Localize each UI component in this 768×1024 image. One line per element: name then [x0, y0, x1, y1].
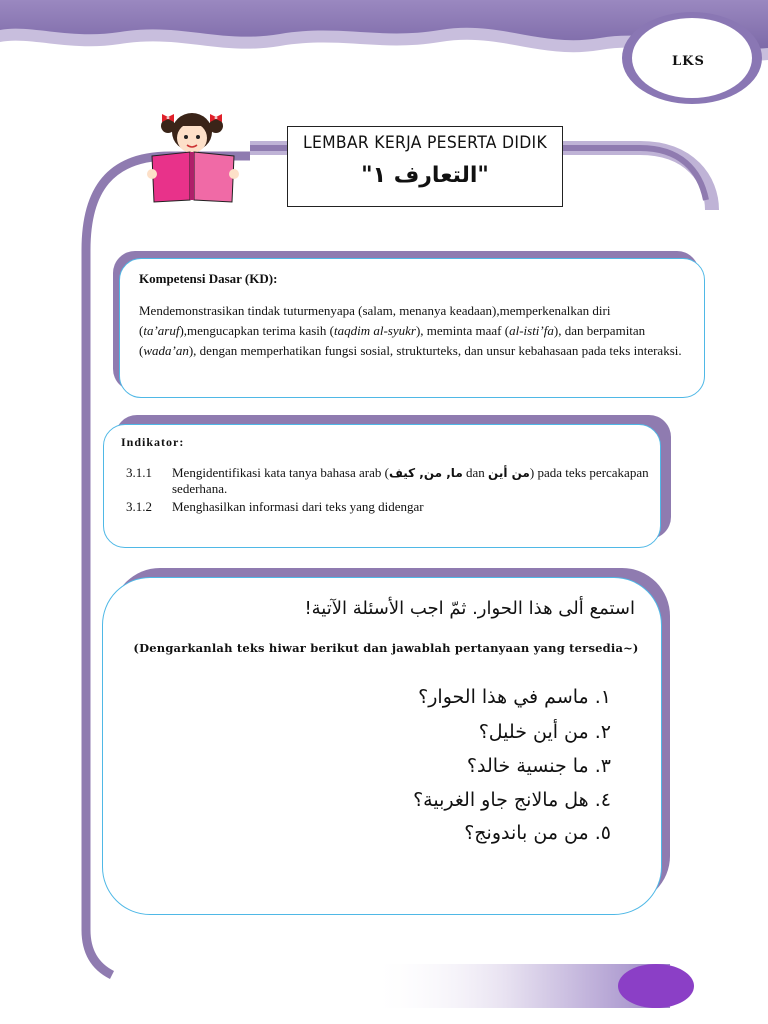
kd-text: ), meminta maaf (	[415, 323, 510, 338]
question-item: ٤. هل مالانج جاو الغربية؟	[413, 789, 611, 811]
kd-term: taqdim al-syukr	[333, 323, 416, 338]
kd-heading: Kompetensi Dasar (KD):	[139, 271, 278, 286]
kd-text: Mendemonstrasikan tindak tuturmenyapa (salam, menanya keadaan),memperkenalkan diri (	[139, 303, 611, 338]
indikator-number: 3.1.2	[126, 499, 152, 514]
lks-badge: LKS	[672, 54, 705, 69]
bottom-bar-decoration	[0, 958, 768, 1024]
worksheet-title: LEMBAR KERJA PESERTA DIDIK	[302, 133, 547, 153]
indikator-text: Menghasilkan informasi dari teks yang didengar	[172, 499, 424, 514]
lesson-title-arabic: "التعارف ١"	[361, 163, 489, 188]
arabic-question-words: ما, من, كيف	[388, 466, 463, 480]
kd-term: wada’an	[143, 343, 189, 358]
indikator-number: 3.1.1	[126, 465, 152, 480]
question-item: ١. ماسم في هذا الحوار؟	[418, 686, 611, 708]
question-item: ٢. من أين خليل؟	[478, 721, 611, 743]
kompetensi-dasar-card	[119, 258, 705, 398]
task-instruction-arabic: استمع ألى هذا الحوار. ثمّ اجب الأسئلة الآتية!	[304, 598, 635, 619]
question-item: ٥. من من باندونج؟	[464, 822, 611, 844]
question-item: ٣. ما جنسية خالد؟	[466, 755, 611, 777]
indikator-text	[172, 465, 652, 497]
indikator-text-part: dan	[462, 465, 489, 480]
task-instruction-translation: (Dengarkanlah teks hiwar berikut dan jawablah pertanyaan yang tersedia~)	[133, 641, 639, 655]
kd-term: ta’aruf	[143, 323, 180, 338]
girl-reading-illustration	[142, 104, 242, 204]
title-box	[287, 126, 563, 207]
kd-text: ),mengucapkan terima kasih (	[179, 323, 334, 338]
kd-term: al-isti’fa	[509, 323, 554, 338]
kd-text: ), dan berpamitan (	[139, 323, 646, 358]
task-card	[102, 577, 662, 915]
kd-text: ), dengan memperhatikan fungsi sosial, strukturteks, dan unsur kebahasaan pada teks interaksi.	[188, 343, 682, 358]
indikator-card	[103, 424, 661, 548]
indikator-heading: Indikator:	[121, 435, 185, 449]
indikator-text-part: Mengidentifikasi kata tanya bahasa arab (	[172, 465, 389, 480]
arabic-question-word: من أين	[488, 466, 530, 480]
kd-description	[139, 301, 695, 361]
indikator-text-part: ) pada teks percakapan sederhana.	[172, 465, 649, 496]
